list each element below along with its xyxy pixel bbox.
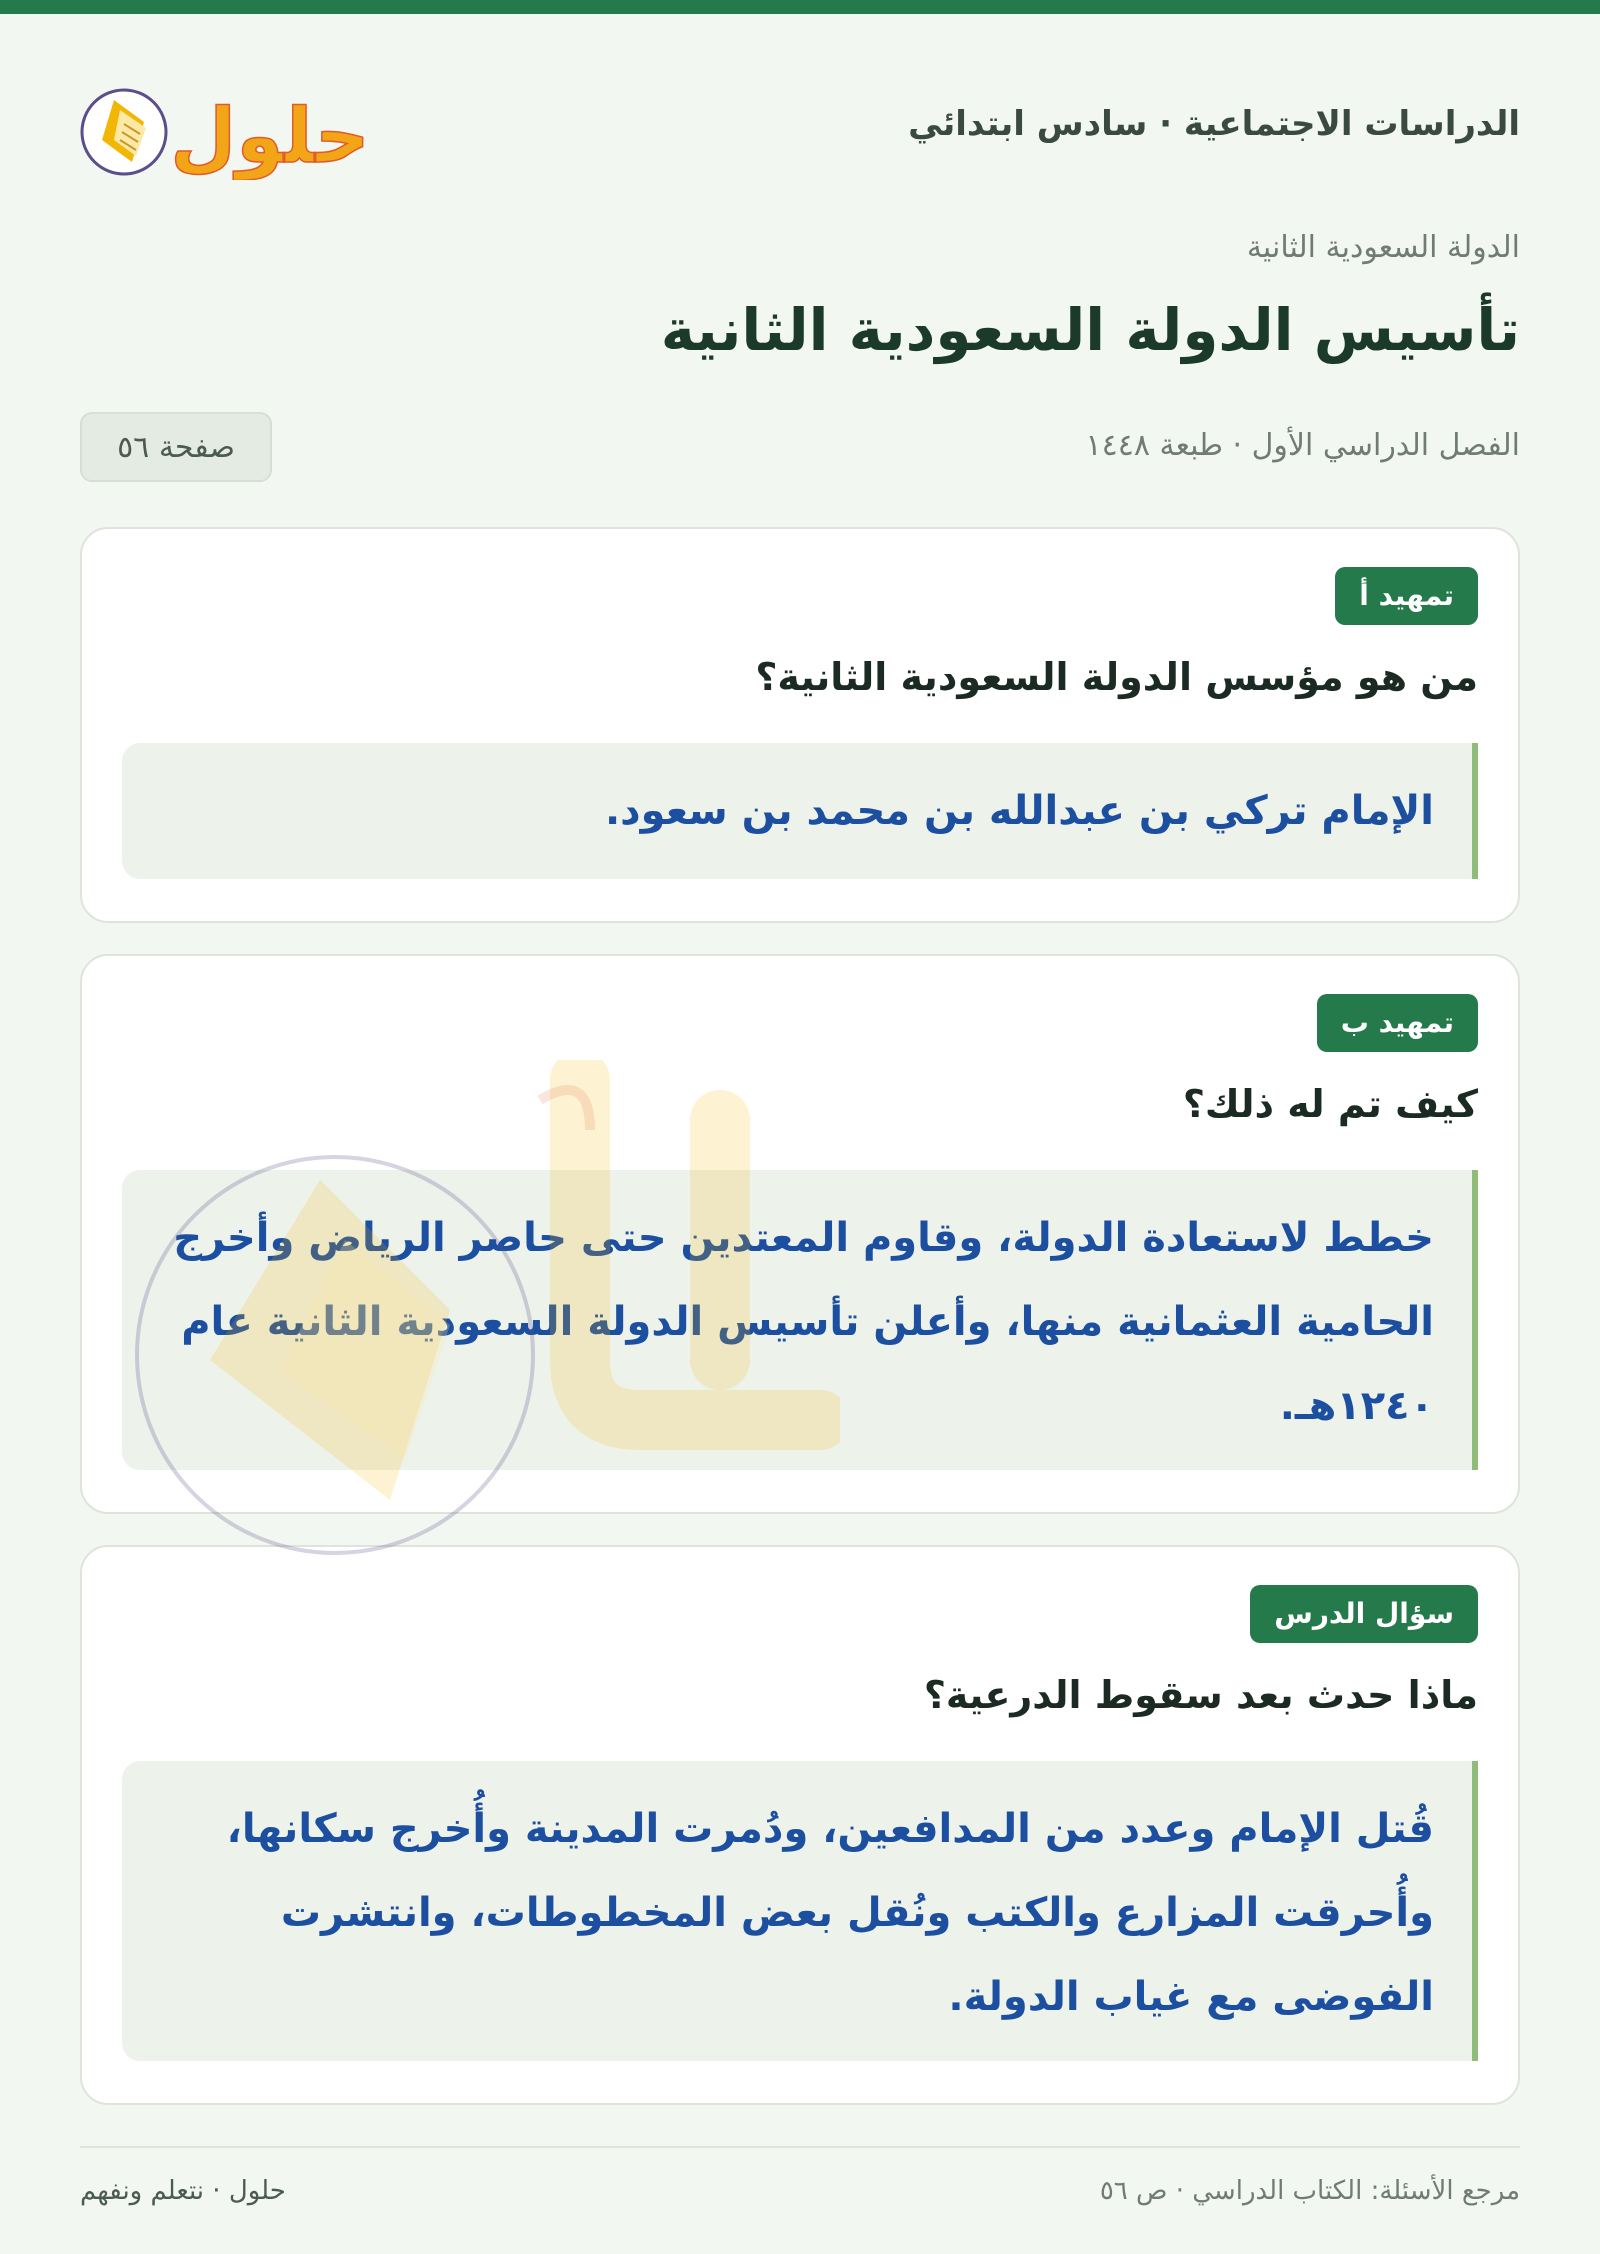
semester-edition: الفصل الدراسي الأول · طبعة ١٤٤٨ <box>1085 428 1520 463</box>
page-header <box>80 70 1520 180</box>
question-text: كيف تم له ذلك؟ <box>1182 1082 1478 1126</box>
question-tag: سؤال الدرس <box>1250 1585 1478 1643</box>
answer-box: الإمام تركي بن عبدالله بن محمد بن سعود. <box>122 743 1478 879</box>
hulool-logo <box>80 70 370 180</box>
footer-brand: حلول · نتعلم ونفهم <box>80 2176 286 2206</box>
svg-text:حلول: حلول <box>170 91 370 180</box>
question-tag: تمهيد ب <box>1317 994 1478 1052</box>
chapter-label: الدولة السعودية الثانية <box>1246 230 1520 265</box>
question-tag: تمهيد أ <box>1335 567 1478 625</box>
answer-box: قُتل الإمام وعدد من المدافعين، ودُمرت المدينة وأُخرج سكانها، وأُحرقت المزارع والكتب ونُقل بعض المخطوطات، وانتشرت الفوضى مع غياب الدولة. <box>122 1761 1478 2061</box>
question-text: ماذا حدث بعد سقوط الدرعية؟ <box>923 1673 1478 1717</box>
question-card-1 <box>80 527 1520 923</box>
lesson-title: تأسيس الدولة السعودية الثانية <box>660 296 1520 364</box>
page-number-badge: صفحة ٥٦ <box>80 412 272 482</box>
question-card-2 <box>80 954 1520 1514</box>
question-text: من هو مؤسس الدولة السعودية الثانية؟ <box>755 655 1478 699</box>
footer-divider <box>80 2146 1520 2148</box>
question-reference: مرجع الأسئلة: الكتاب الدراسي · ص ٥٦ <box>1099 2176 1520 2206</box>
top-accent-bar <box>0 0 1600 14</box>
question-card-3 <box>80 1545 1520 2105</box>
subject-title: الدراسات الاجتماعية · سادس ابتدائي <box>908 104 1520 144</box>
answer-box: خطط لاستعادة الدولة، وقاوم المعتدين حتى حاصر الرياض وأخرج الحامية العثمانية منها، وأعلن تأسيس الدولة السعودية الثانية عام ١٢٤٠هـ. <box>122 1170 1478 1470</box>
